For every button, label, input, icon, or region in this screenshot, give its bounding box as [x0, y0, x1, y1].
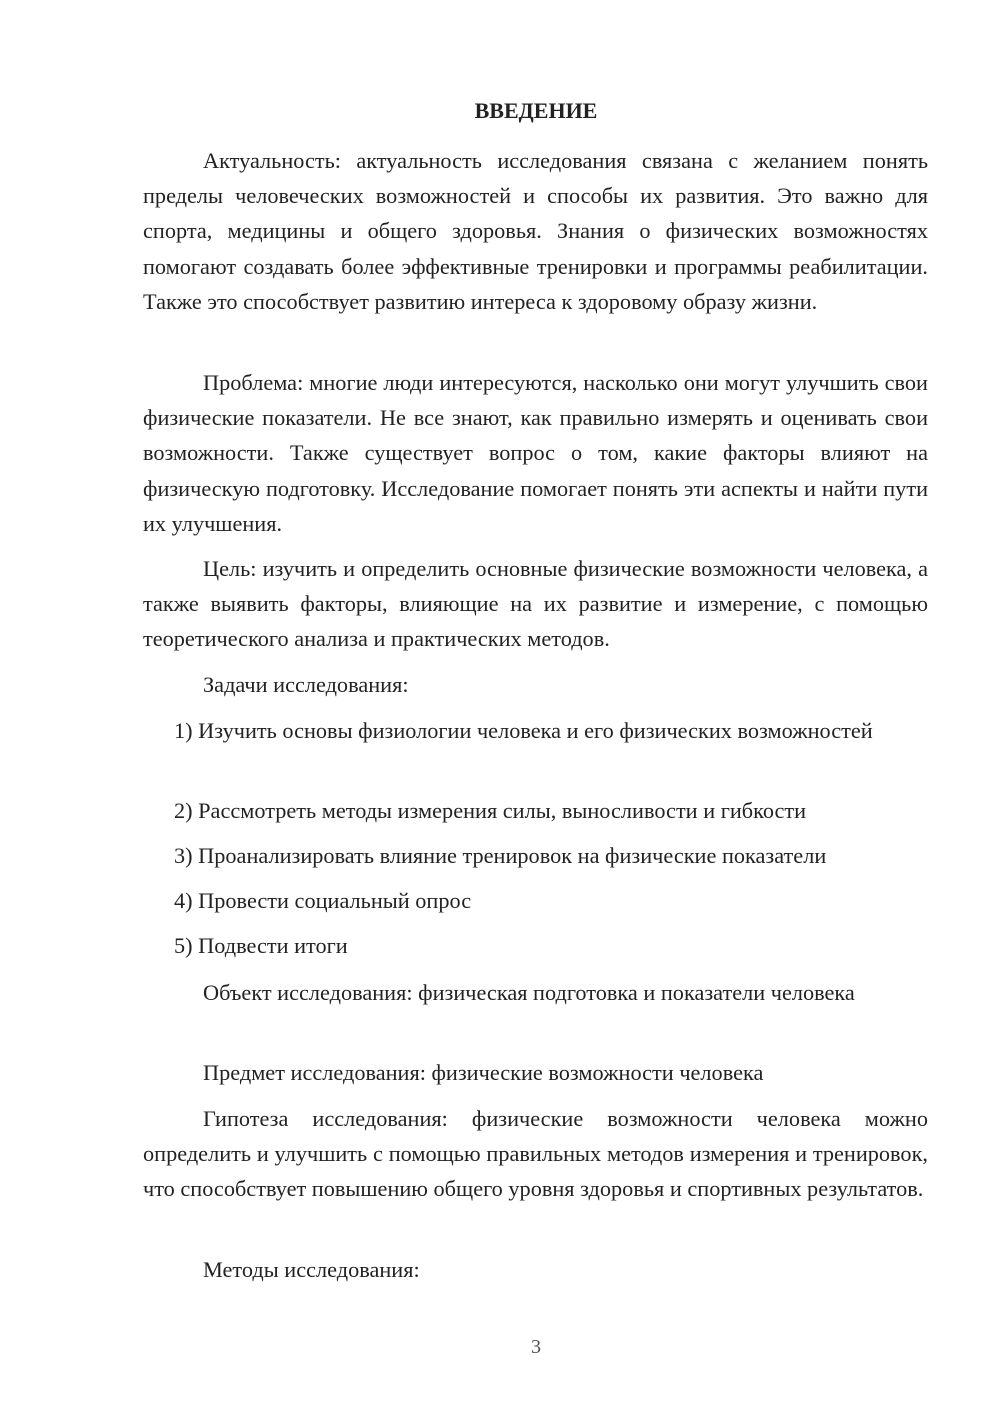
task-item-2: 2) Рассмотреть методы измерения силы, выносливости и гибкости [174, 798, 807, 823]
goal-paragraph: Цель: изучить и определить основные физические возможности человека, а также выявить факторы, влияющие на их развитие и измерение, с помощью теоретического анализа и практических методов. [143, 556, 928, 652]
task-item-1: 1) Изучить основы физиологии человека и его физических возможностей [174, 718, 873, 743]
task-item-3: 3) Проанализировать влияние тренировок на физические показатели [174, 843, 827, 868]
page-number: 3 [531, 1336, 541, 1358]
task-item-5: 5) Подвести итоги [174, 933, 348, 958]
object-paragraph: Объект исследования: физическая подготовка и показатели человека [203, 980, 855, 1005]
problem-paragraph: Проблема: многие люди интересуются, насколько они могут улучшить свои физические показатели. Не все знают, как правильно измерять и оценивать свои возможности. Также существует вопрос о том, какие факторы влияют на физическую подготовку. Исследование помогает понять эти аспекты и найти пути их улучшения. [143, 370, 928, 536]
subject-paragraph: Предмет исследования: физические возможности человека [203, 1060, 764, 1085]
section-heading: ВВЕДЕНИЕ [474, 98, 598, 123]
relevance-paragraph: Актуальность: актуальность исследования связана с желанием понять пределы человеческих возможностей и способы их развития. Это важно для спорта, медицины и общего здоровья. Знания о физических возможностях помогают создавать более эффективные тренировки и программы реабилитации. Также это способствует развитию интереса к здоровому образу жизни. [143, 148, 928, 314]
tasks-title: Задачи исследования: [203, 672, 409, 697]
methods-title: Методы исследования: [203, 1257, 420, 1282]
hypothesis-paragraph: Гипотеза исследования: физические возможности человека можно определить и улучшить с помощью правильных методов измерения и тренировок, что способствует повышению общего уровня здоровья и спортивных результатов. [143, 1106, 928, 1202]
task-item-4: 4) Провести социальный опрос [174, 888, 472, 913]
